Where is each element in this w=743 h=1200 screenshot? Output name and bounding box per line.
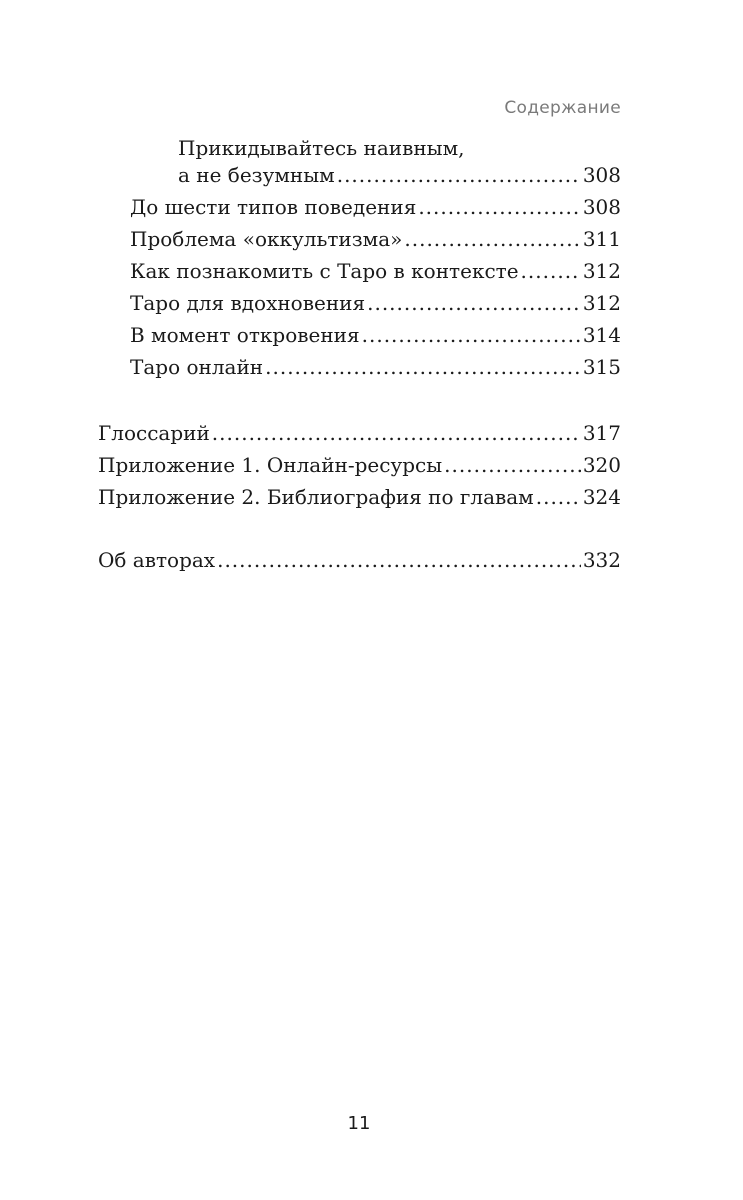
toc-entry-title: Проблема «оккультизма»: [130, 227, 403, 251]
page-number: 11: [347, 1113, 371, 1134]
toc-entry-page: 317: [582, 421, 621, 445]
toc-entry-first-line: Прикидывайтесь наивным,: [178, 136, 465, 160]
toc-entry-page: 315: [582, 355, 621, 379]
toc-entry-page: 314: [582, 323, 621, 347]
running-header: Содержание: [504, 98, 621, 118]
toc-entry[interactable]: [98, 450, 621, 480]
toc-entry-title: До шести типов поведения: [130, 195, 417, 219]
toc-entry-page: 332: [582, 548, 621, 572]
toc-entry-page: 308: [582, 163, 621, 187]
dot-leader: [337, 160, 581, 190]
toc-entry[interactable]: [130, 320, 621, 350]
toc-entry-title: Как познакомить с Таро в контексте: [130, 259, 519, 283]
toc-entry[interactable]: [130, 352, 621, 382]
toc-entry-title: Таро для вдохновения: [130, 291, 366, 315]
toc-entry-title: В момент откровения: [130, 323, 360, 347]
toc-entry[interactable]: [98, 482, 621, 512]
toc-entry-page: 312: [582, 291, 621, 315]
toc-entry-title: Таро онлайн: [130, 355, 264, 379]
toc-entry[interactable]: [130, 288, 621, 318]
dot-leader: [521, 256, 581, 286]
dot-leader: [362, 320, 581, 350]
dot-leader: [212, 418, 581, 448]
toc-entry-page: 311: [582, 227, 621, 251]
toc-entry-title: Об авторах: [98, 548, 216, 572]
toc-entry-page: 324: [582, 485, 621, 509]
toc-entry[interactable]: [130, 256, 621, 286]
toc-entry-title: Приложение 1. Онлайн-ресурсы: [98, 453, 443, 477]
dot-leader: [444, 450, 581, 480]
toc-entry-page: 312: [582, 259, 621, 283]
dot-leader: [418, 192, 580, 222]
dot-leader: [404, 224, 580, 254]
toc-entry[interactable]: [178, 160, 621, 190]
toc-entry-page: 308: [582, 195, 621, 219]
dot-leader: [536, 482, 581, 512]
toc-entry[interactable]: [130, 192, 621, 222]
dot-leader: [265, 352, 581, 382]
dot-leader: [367, 288, 581, 318]
toc-entry[interactable]: [98, 545, 621, 575]
toc-entry-title: а не безумным: [178, 163, 335, 187]
toc-entry[interactable]: [98, 418, 621, 448]
dot-leader: [217, 545, 581, 575]
toc-entry[interactable]: [130, 224, 621, 254]
toc-entry-page: 320: [582, 453, 621, 477]
toc-entry-title: Приложение 2. Библиография по главам: [98, 485, 534, 509]
toc-entry-title: Глоссарий: [98, 421, 210, 445]
